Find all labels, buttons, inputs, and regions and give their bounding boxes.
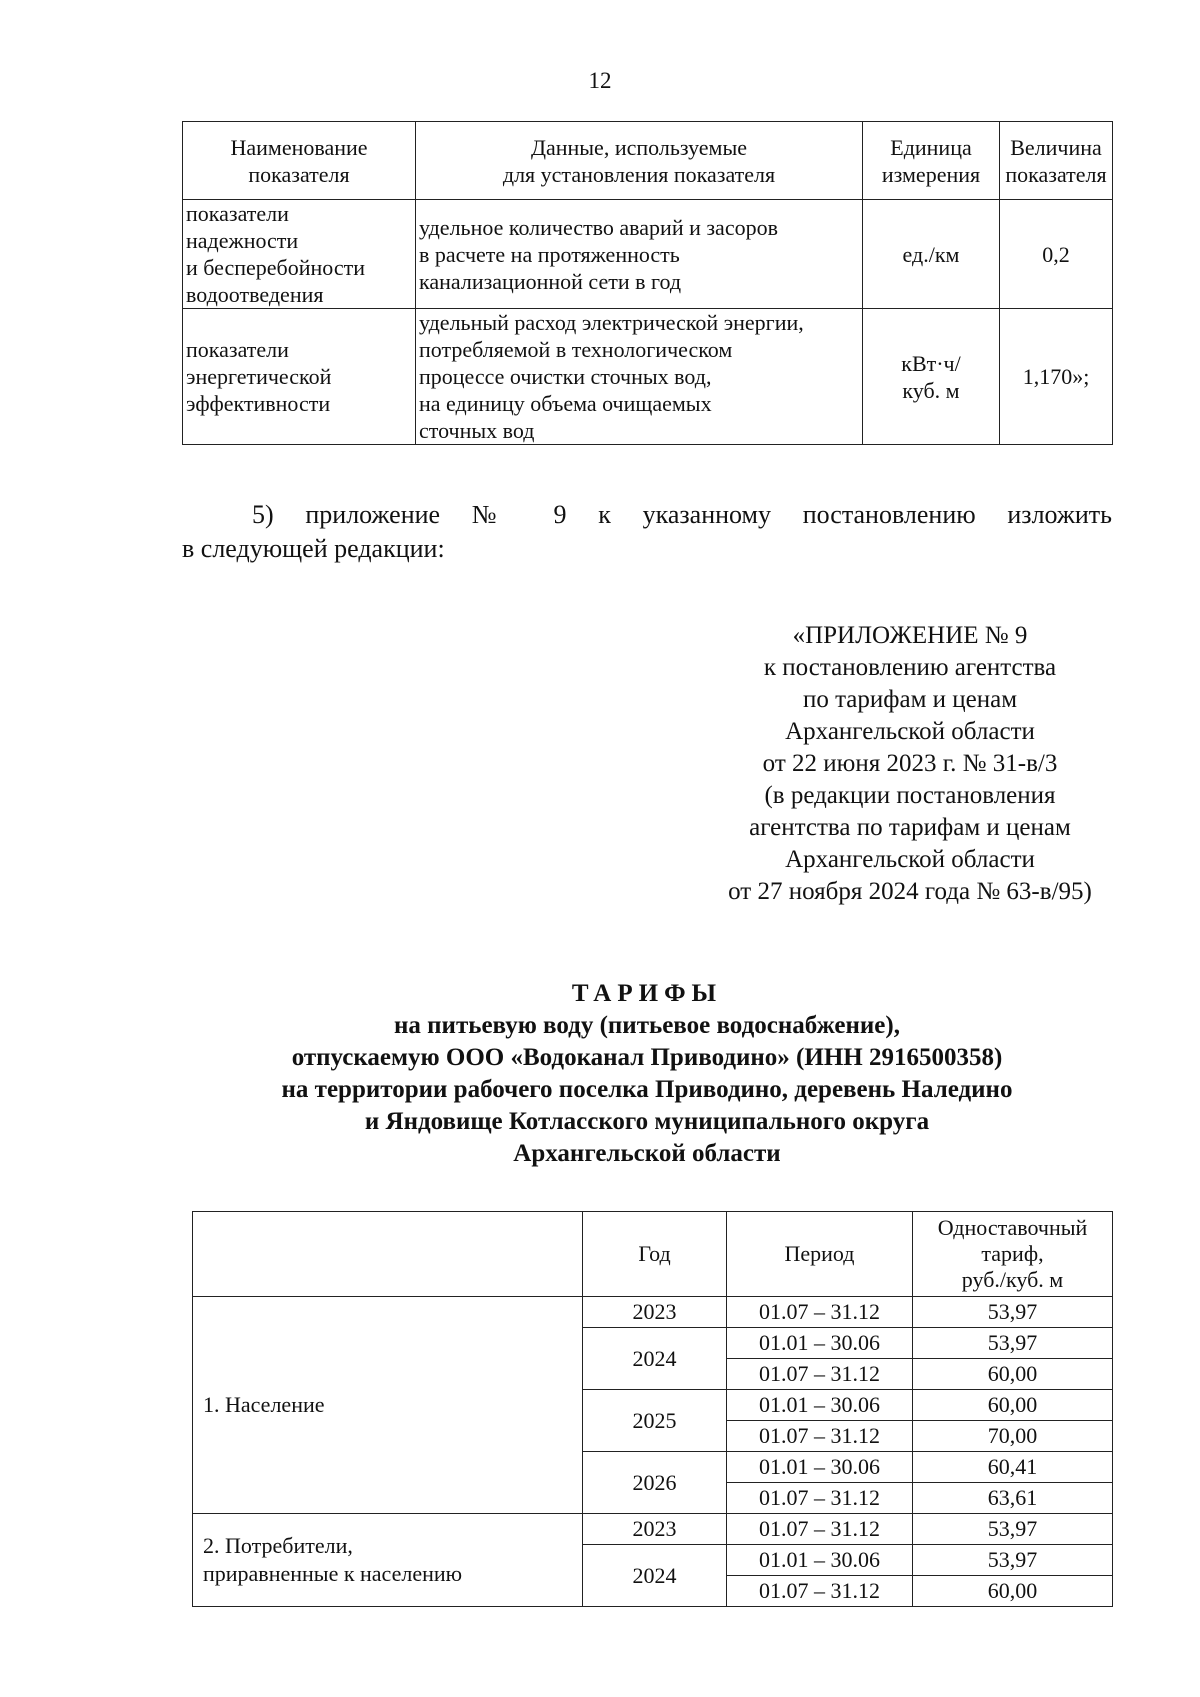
header-line: Единица: [890, 134, 972, 160]
header-indicator-name: [183, 122, 416, 200]
indicator-data-cell: [416, 200, 863, 309]
indicator-unit-cell: [863, 200, 1000, 309]
appendix-line: агентства по тарифам и ценам: [749, 814, 1071, 841]
indicators-header-row: [183, 122, 1113, 200]
year-cell: 2026: [583, 1452, 727, 1514]
cell-line: удельное количество аварий и засоров: [419, 214, 778, 240]
cell-line: показатели: [186, 201, 289, 226]
cell-line: на единицу объема очищаемых: [419, 391, 712, 416]
header-period: Период: [727, 1212, 913, 1297]
header-unit: [863, 122, 1000, 200]
header-line: Наименование: [230, 134, 368, 160]
appendix-line: от 27 ноября 2024 года № 63-в/95): [728, 878, 1092, 905]
header-line: Одноставочный: [937, 1215, 1088, 1240]
header-category: [193, 1212, 583, 1297]
tariffs-title: [182, 978, 1112, 1170]
cell-line: и бесперебойности: [186, 255, 365, 280]
appendix-header: [680, 620, 1140, 908]
appendix-line: по тарифам и ценам: [802, 686, 1018, 713]
appendix-line: Архангельской области: [785, 718, 1035, 745]
appendix-line: Архангельской области: [785, 846, 1035, 873]
indicator-value-cell: 0,2: [1000, 200, 1113, 309]
tariff-cell: 63,61: [913, 1483, 1113, 1514]
consumer-group-cell: [193, 1514, 583, 1607]
header-line: показателя: [248, 161, 350, 187]
cell-line: ед./км: [902, 241, 960, 267]
appendix-line: к постановлению агентства: [763, 654, 1057, 681]
cell-line: надежности: [186, 228, 299, 253]
title-line: на территории рабочего поселка Приводино, деревень Наледино: [281, 1076, 1013, 1103]
cell-line: 2. Потребители,: [203, 1533, 353, 1558]
tariffs-heading: ТАРИФЫ: [571, 980, 723, 1007]
tariff-cell: 60,00: [913, 1390, 1113, 1421]
appendix-line: «ПРИЛОЖЕНИЕ № 9: [792, 622, 1028, 649]
cell-line: сточных вод: [419, 418, 535, 443]
tariffs-table: [192, 1211, 1113, 1607]
year-cell: 2024: [583, 1545, 727, 1607]
tariff-row: [193, 1514, 1113, 1545]
tariff-cell: 60,00: [913, 1576, 1113, 1607]
indicator-unit-cell: [863, 309, 1000, 445]
year-cell: 2024: [583, 1328, 727, 1390]
cell-line: показатели: [186, 337, 289, 362]
header-value: [1000, 122, 1113, 200]
period-cell: 01.01 – 30.06: [727, 1452, 913, 1483]
header-year: Год: [583, 1212, 727, 1297]
tariff-cell: 53,97: [913, 1545, 1113, 1576]
indicator-data-cell: [416, 309, 863, 445]
cell-line: канализационной сети в год: [419, 268, 682, 294]
period-cell: 01.07 – 31.12: [727, 1514, 913, 1545]
cell-line: процессе очистки сточных вод,: [419, 364, 712, 389]
period-cell: 01.01 – 30.06: [727, 1390, 913, 1421]
period-cell: 01.07 – 31.12: [727, 1421, 913, 1452]
period-cell: 01.07 – 31.12: [727, 1576, 913, 1607]
cell-line: удельный расход электрической энергии,: [419, 310, 804, 335]
period-cell: 01.01 – 30.06: [727, 1545, 913, 1576]
cell-line: эффективности: [186, 391, 331, 416]
cell-line: энергетической: [186, 364, 332, 389]
indicators-table: [182, 121, 1113, 445]
period-cell: 01.07 – 31.12: [727, 1297, 913, 1328]
header-line: Величина: [1010, 134, 1102, 160]
indicator-name-cell: [183, 309, 416, 445]
indicator-row: [183, 200, 1113, 309]
cell-line: кВт·ч/: [901, 350, 961, 376]
indicator-name-cell: [183, 200, 416, 309]
cell-line: в расчете на протяженность: [419, 241, 680, 267]
year-cell: 2025: [583, 1390, 727, 1452]
tariffs-header-row: [193, 1212, 1113, 1297]
cell-line: приравненные к населению: [203, 1561, 463, 1586]
cell-line: водоотведения: [186, 282, 324, 307]
title-line: Архангельской области: [513, 1140, 781, 1167]
header-tariff: [913, 1212, 1113, 1297]
paragraph-line-1: 5) приложение № 9 к указанному постановлению изложить: [252, 500, 1112, 529]
appendix-line: от 22 июня 2023 г. № 31-в/3: [762, 750, 1058, 777]
tariff-cell: 53,97: [913, 1328, 1113, 1359]
indicator-row: [183, 309, 1113, 445]
header-line: тариф,: [981, 1241, 1044, 1266]
consumer-group-cell: [193, 1297, 583, 1514]
tariff-cell: 53,97: [913, 1514, 1113, 1545]
year-cell: 2023: [583, 1297, 727, 1328]
period-cell: 01.07 – 31.12: [727, 1483, 913, 1514]
period-cell: 01.01 – 30.06: [727, 1328, 913, 1359]
cell-line: 1. Население: [203, 1392, 325, 1417]
title-line: и Яндовище Котласского муниципального округа: [364, 1108, 930, 1135]
indicator-value-cell: 1,170»;: [1000, 309, 1113, 445]
header-indicator-data: [416, 122, 863, 200]
year-cell: 2023: [583, 1514, 727, 1545]
header-line: измерения: [881, 161, 981, 187]
header-line: показателя: [1005, 161, 1107, 187]
title-line: на питьевую воду (питьевое водоснабжение),: [394, 1012, 900, 1039]
header-line: для установления показателя: [502, 161, 776, 187]
tariff-row: [193, 1297, 1113, 1328]
title-line: отпускаемую ООО «Водоканал Приводино» (ИНН 2916500358): [291, 1044, 1003, 1071]
period-cell: 01.07 – 31.12: [727, 1359, 913, 1390]
paragraph-line-2: в следующей редакции:: [182, 534, 445, 563]
tariff-cell: 60,00: [913, 1359, 1113, 1390]
tariff-cell: 53,97: [913, 1297, 1113, 1328]
amendment-paragraph: [182, 498, 1112, 566]
header-line: Данные, используемые: [530, 134, 748, 160]
cell-line: потребляемой в технологическом: [419, 337, 733, 362]
header-line: руб./куб. м: [961, 1267, 1064, 1292]
tariff-cell: 70,00: [913, 1421, 1113, 1452]
page-number: 12: [588, 68, 612, 93]
appendix-line: (в редакции постановления: [764, 782, 1056, 809]
cell-line: куб. м: [902, 377, 960, 403]
tariff-cell: 60,41: [913, 1452, 1113, 1483]
